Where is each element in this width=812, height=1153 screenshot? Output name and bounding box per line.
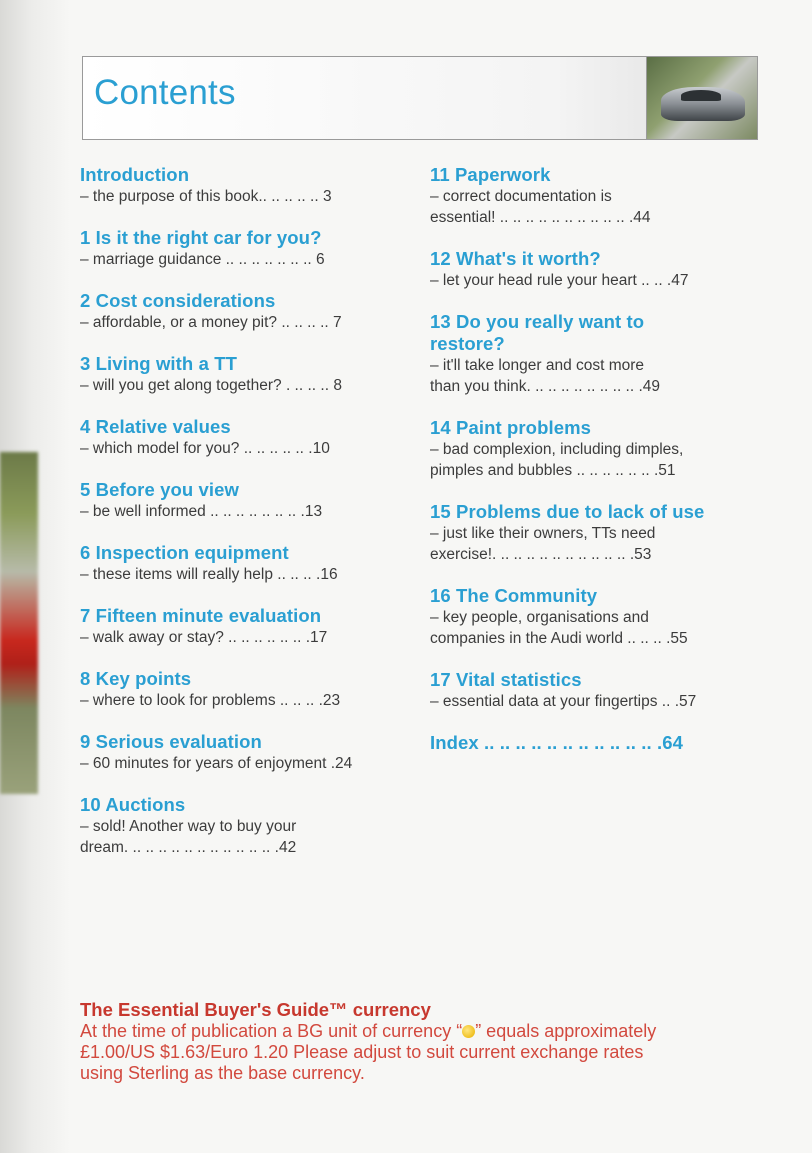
toc-entry-7[interactable] <box>80 605 405 648</box>
toc-entry-14[interactable] <box>430 417 756 481</box>
toc-entry-description: – the purpose of this book.. .. .. .. .. 3 <box>80 188 332 205</box>
toc-entry-description: pimples and bubbles .. .. .. .. .. .. .51 <box>430 462 676 479</box>
toc-entry-description: – key people, organisations and <box>430 609 649 626</box>
toc-entry-12[interactable] <box>430 248 756 291</box>
toc-entry-description: essential! .. .. .. .. .. .. .. .. .. .. .44 <box>430 209 651 226</box>
page-title: Contents <box>94 73 236 112</box>
toc-entry-description: – marriage guidance .. .. .. .. .. .. .. 6 <box>80 251 325 268</box>
toc-entry-description: – which model for you? .. .. .. .. .. .10 <box>80 440 330 457</box>
toc-entry-title: Introduction <box>80 164 190 185</box>
toc-entry-description: – be well informed .. .. .. .. .. .. .. .13 <box>80 503 323 520</box>
toc-right-column <box>430 164 756 754</box>
header-car-photo <box>646 56 758 140</box>
toc-entry-description: – let your head rule your heart .. .. .47 <box>430 272 689 289</box>
toc-entry-description: – sold! Another way to buy your <box>80 818 297 835</box>
toc-entry-6[interactable] <box>80 542 405 585</box>
toc-left-column <box>80 164 405 858</box>
toc-entry-description: – 60 minutes for years of enjoyment .24 <box>80 755 353 772</box>
currency-note-text: At the time of publication a BG unit of currency “ <box>80 1021 463 1041</box>
currency-note-line <box>80 1021 760 1042</box>
toc-entry-title: 11 Paperwork <box>430 164 551 185</box>
toc-entry-description: – just like their owners, TTs need <box>430 525 656 542</box>
toc-entry-description: – where to look for problems .. .. .. .23 <box>80 692 341 709</box>
toc-entry-title: 2 Cost considerations <box>80 290 276 311</box>
toc-entry-title: 5 Before you view <box>80 479 240 500</box>
car-window-shape <box>681 90 721 101</box>
toc-entry-2[interactable] <box>80 290 405 333</box>
toc-entry-title: 1 Is it the right car for you? <box>80 227 322 248</box>
toc-entry-10[interactable] <box>80 794 405 858</box>
toc-entry-title: 4 Relative values <box>80 416 231 437</box>
toc-entry-description: – bad complexion, including dimples, <box>430 441 684 458</box>
toc-entry-description: dream. .. .. .. .. .. .. .. .. .. .. .. .42 <box>80 839 297 856</box>
toc-entry-title: 8 Key points <box>80 668 192 689</box>
toc-entry-title: Index .. .. .. .. .. .. .. .. .. .. .. .64 <box>430 732 683 753</box>
toc-entry-description: – essential data at your fingertips .. .57 <box>430 693 697 710</box>
toc-entry-8[interactable] <box>80 668 405 711</box>
currency-note-line: using Sterling as the base currency. <box>80 1063 365 1083</box>
toc-entry-title: 15 Problems due to lack of use <box>430 501 705 522</box>
toc-entry-description: companies in the Audi world .. .. .. .55 <box>430 630 688 647</box>
toc-entry-1[interactable] <box>80 227 405 270</box>
toc-entry-description: – it'll take longer and cost more <box>430 357 645 374</box>
toc-entry-13[interactable] <box>430 311 756 397</box>
toc-entry-5[interactable] <box>80 479 405 522</box>
toc-entry-description: – correct documentation is <box>430 188 612 205</box>
toc-entry-description: – will you get along together? . .. .. .. 8 <box>80 377 342 394</box>
currency-note <box>80 999 760 1084</box>
toc-entry-title: 10 Auctions <box>80 794 186 815</box>
toc-entry-title: 7 Fifteen minute evaluation <box>80 605 322 626</box>
currency-note-text: ” equals approximately <box>475 1021 657 1041</box>
currency-note-title: The Essential Buyer's Guide™ currency <box>80 999 431 1020</box>
toc-entry-title: 3 Living with a TT <box>80 353 237 374</box>
toc-entry-15[interactable] <box>430 501 756 565</box>
toc-entry-introduction[interactable] <box>80 164 405 207</box>
toc-entry-title: 16 The Community <box>430 585 598 606</box>
toc-entry-3[interactable] <box>80 353 405 396</box>
toc-entry-9[interactable] <box>80 731 405 774</box>
toc-entry-description: – affordable, or a money pit? .. .. .. .. 7 <box>80 314 342 331</box>
toc-entry-17[interactable] <box>430 669 756 712</box>
toc-entry-11[interactable] <box>430 164 756 228</box>
toc-entry-16[interactable] <box>430 585 756 649</box>
contents-header <box>82 56 758 140</box>
toc-entry-description: – these items will really help .. .. .. .16 <box>80 566 338 583</box>
toc-entry-title: 14 Paint problems <box>430 417 592 438</box>
toc-entry-4[interactable] <box>80 416 405 459</box>
toc-entry-title: 12 What's it worth? <box>430 248 601 269</box>
toc-entry-title: 9 Serious evaluation <box>80 731 262 752</box>
toc-entry-index[interactable] <box>430 732 756 754</box>
coin-icon <box>462 1025 475 1038</box>
toc-entry-description: – walk away or stay? .. .. .. .. .. .. .17 <box>80 629 328 646</box>
facing-page-car-photo <box>0 452 38 794</box>
toc-entry-description: exercise!. .. .. .. .. .. .. .. .. .. .. .53 <box>430 546 652 563</box>
toc-entry-title: 6 Inspection equipment <box>80 542 289 563</box>
toc-entry-description: than you think. .. .. .. .. .. .. .. .. .49 <box>430 378 661 395</box>
toc-entry-title: 13 Do you really want to restore? <box>430 311 645 354</box>
toc-entry-title: 17 Vital statistics <box>430 669 582 690</box>
currency-note-line: £1.00/US $1.63/Euro 1.20 Please adjust to suit current exchange rates <box>80 1042 644 1062</box>
